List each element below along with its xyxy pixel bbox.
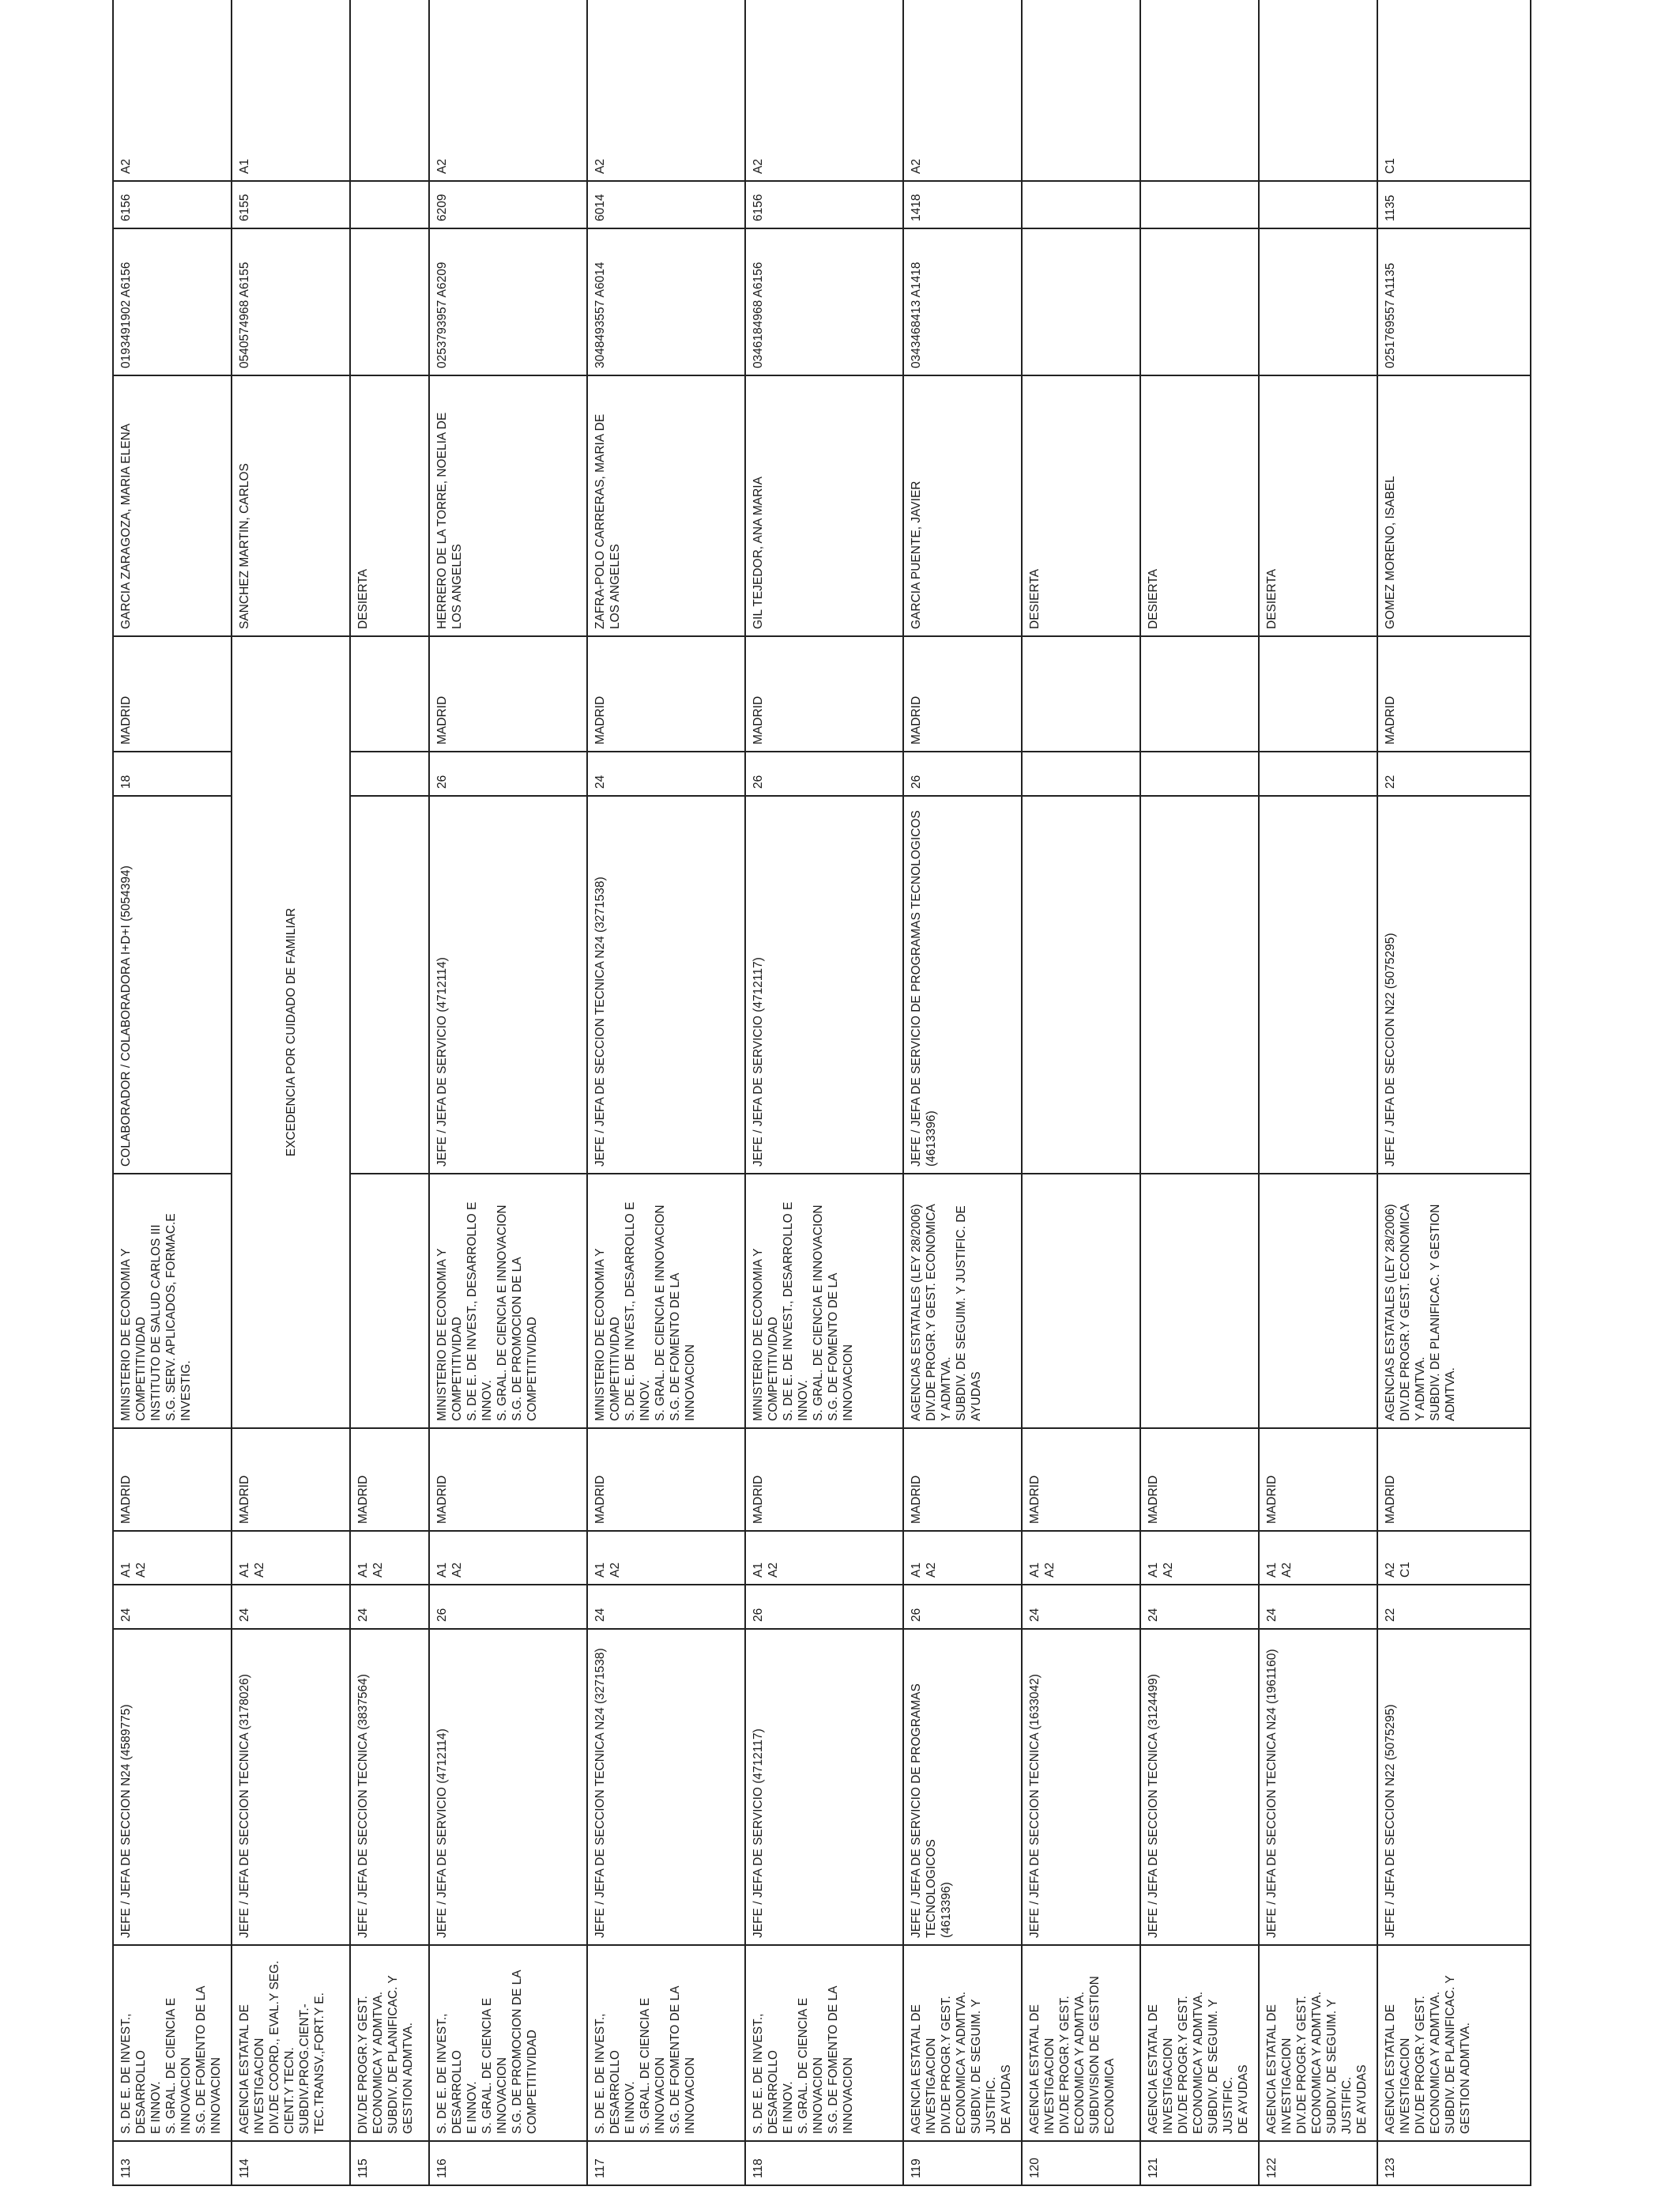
origin-group-cell: A2 C1 (1377, 1531, 1531, 1585)
origin-unit-cell: AGENCIA ESTATAL DE INVESTIGACION DIV.DE PROGR.Y GEST. ECONOMICA Y ADMTVA. SUBDIV. DE SEGUIM. Y JUSTIFIC. DE AYUDAS (903, 1945, 1022, 2141)
assigned-post-cell (1259, 796, 1377, 1174)
assigned-post-cell (1140, 796, 1259, 1174)
origin-location-cell: MADRID (745, 1428, 903, 1531)
origin-group-cell: A1 A2 (350, 1531, 429, 1585)
registry-number-cell: 0193491902 A6156 (113, 228, 232, 375)
table-row (113, 0, 232, 2185)
group-cell: A2 (903, 0, 1022, 181)
corps-code-cell (1140, 181, 1259, 228)
row-number-cell: 121 (1140, 2141, 1259, 2185)
registry-number-cell (350, 228, 429, 375)
origin-group-cell: A1 A2 (903, 1531, 1022, 1585)
origin-location-cell: MADRID (113, 1428, 232, 1531)
assigned-level-cell (1140, 752, 1259, 796)
registry-number-cell (1022, 228, 1140, 375)
assigned-location-cell: MADRID (903, 636, 1022, 752)
awardee-name-cell: GIL TEJEDOR, ANA MARIA (745, 375, 903, 636)
registry-number-cell (1140, 228, 1259, 375)
assigned-level-cell: 24 (587, 752, 745, 796)
origin-unit-cell: AGENCIA ESTATAL DE INVESTIGACION DIV.DE PROGR.Y GEST. ECONOMICA Y ADMTVA. SUBDIV. DE SEGUIM. Y JUSTIFIC. DE AYUDAS (1140, 1945, 1259, 2141)
group-cell: A2 (587, 0, 745, 181)
origin-post-cell: JEFE / JEFA DE SECCION TECNICA N24 (1961160) (1259, 1629, 1377, 1945)
assigned-level-cell (1259, 752, 1377, 796)
assigned-location-cell: MADRID (429, 636, 587, 752)
origin-level-cell: 26 (903, 1585, 1022, 1629)
origin-level-cell: 24 (587, 1585, 745, 1629)
origin-location-cell: MADRID (429, 1428, 587, 1531)
corps-code-cell: 1418 (903, 181, 1022, 228)
assigned-post-cell: JEFE / JEFA DE SERVICIO DE PROGRAMAS TECNOLOGICOS (4613396) (903, 796, 1022, 1174)
corps-code-cell (350, 181, 429, 228)
origin-unit-cell: S. DE E. DE INVEST., DESARROLLO E INNOV. S. GRAL. DE CIENCIA E INNOVACION S.G. DE FOMENTO DE LA INNOVACION (113, 1945, 232, 2141)
table-row (429, 0, 587, 2185)
table-row (1022, 0, 1140, 2185)
row-number-cell: 118 (745, 2141, 903, 2185)
awardee-name-cell: DESIERTA (1140, 375, 1259, 636)
status-note-cell: EXCEDENCIA POR CUIDADO DE FAMILIAR (232, 636, 350, 1428)
origin-level-cell: 26 (745, 1585, 903, 1629)
corps-code-cell: 6155 (232, 181, 350, 228)
corps-code-cell (1022, 181, 1140, 228)
origin-post-cell: JEFE / JEFA DE SECCION TECNICA (3124499) (1140, 1629, 1259, 1945)
origin-post-cell: JEFE / JEFA DE SERVICIO DE PROGRAMAS TECNOLOGICOS (4613396) (903, 1629, 1022, 1945)
assigned-location-cell (1259, 636, 1377, 752)
row-number-cell: 117 (587, 2141, 745, 2185)
origin-level-cell: 24 (1022, 1585, 1140, 1629)
origin-location-cell: MADRID (1022, 1428, 1140, 1531)
group-cell (350, 0, 429, 181)
assigned-level-cell: 26 (745, 752, 903, 796)
assigned-unit-cell: MINISTERIO DE ECONOMIA Y COMPETITIVIDAD S. DE E. DE INVEST., DESARROLLO E INNOV. S. GRAL. DE CIENCIA E INNOVACION S.G. DE FOMENTO DE LA INNOVACION (587, 1174, 745, 1428)
origin-unit-cell: AGENCIA ESTATAL DE INVESTIGACION DIV.DE COORD., EVAL.Y SEG. CIENT.Y TECN. SUBDIV.PROG.CIENT.- TEC.TRANSV.,FORT.Y E. (232, 1945, 350, 2141)
origin-level-cell: 24 (113, 1585, 232, 1629)
corps-code-cell: 6209 (429, 181, 587, 228)
origin-group-cell: A1 A2 (1022, 1531, 1140, 1585)
corps-code-cell: 1135 (1377, 181, 1531, 228)
origin-location-cell: MADRID (232, 1428, 350, 1531)
row-number-cell: 115 (350, 2141, 429, 2185)
assigned-level-cell: 26 (903, 752, 1022, 796)
origin-location-cell: MADRID (350, 1428, 429, 1531)
origin-level-cell: 26 (429, 1585, 587, 1629)
registry-number-cell: 0343468413 A1418 (903, 228, 1022, 375)
assigned-location-cell: MADRID (587, 636, 745, 752)
assigned-unit-cell: AGENCIAS ESTATALES (LEY 28/2006) DIV.DE PROGR.Y GEST. ECONOMICA Y ADMTVA. SUBDIV. DE SEGUIM. Y JUSTIFIC. DE AYUDAS (903, 1174, 1022, 1428)
group-cell: A1 (232, 0, 350, 181)
row-number-cell: 120 (1022, 2141, 1140, 2185)
assigned-unit-cell (350, 1174, 429, 1428)
table-row (350, 0, 429, 2185)
assigned-level-cell: 18 (113, 752, 232, 796)
origin-level-cell: 24 (232, 1585, 350, 1629)
origin-post-cell: JEFE / JEFA DE SECCION TECNICA (3837564) (350, 1629, 429, 1945)
assigned-unit-cell: MINISTERIO DE ECONOMIA Y COMPETITIVIDAD S. DE E. DE INVEST., DESARROLLO E INNOV. S. GRAL. DE CIENCIA E INNOVACION S.G. DE PROMOCION DE LA COMPETITIVIDAD (429, 1174, 587, 1428)
origin-location-cell: MADRID (903, 1428, 1022, 1531)
registry-number-cell: 3048493557 A6014 (587, 228, 745, 375)
origin-unit-cell: S. DE E. DE INVEST., DESARROLLO E INNOV. S. GRAL. DE CIENCIA E INNOVACION S.G. DE FOMENTO DE LA INNOVACION (587, 1945, 745, 2141)
assigned-level-cell: 22 (1377, 752, 1531, 796)
assigned-location-cell: MADRID (113, 636, 232, 752)
assigned-post-cell: JEFE / JEFA DE SERVICIO (4712117) (745, 796, 903, 1174)
awardee-name-cell: GOMEZ MORENO, ISABEL (1377, 375, 1531, 636)
origin-unit-cell: AGENCIA ESTATAL DE INVESTIGACION DIV.DE PROGR.Y GEST. ECONOMICA Y ADMTVA. SUBDIV. DE SEGUIM. Y JUSTIFIC. DE AYUDAS (1259, 1945, 1377, 2141)
origin-location-cell: MADRID (1259, 1428, 1377, 1531)
awardee-name-cell: DESIERTA (1259, 375, 1377, 636)
assigned-post-cell: JEFE / JEFA DE SERVICIO (4712114) (429, 796, 587, 1174)
table-row (903, 0, 1022, 2185)
assigned-unit-cell: AGENCIAS ESTATALES (LEY 28/2006) DIV.DE PROGR.Y GEST. ECONOMICA Y ADMTVA. SUBDIV. DE PLANIFICAC. Y GESTION ADMTVA. (1377, 1174, 1531, 1428)
origin-level-cell: 24 (350, 1585, 429, 1629)
origin-level-cell: 22 (1377, 1585, 1531, 1629)
awardee-name-cell: DESIERTA (1022, 375, 1140, 636)
table-row (1377, 0, 1531, 2185)
origin-post-cell: JEFE / JEFA DE SERVICIO (4712114) (429, 1629, 587, 1945)
origin-post-cell: JEFE / JEFA DE SECCION TECNICA (3178026) (232, 1629, 350, 1945)
table-row (745, 0, 903, 2185)
awardee-name-cell: GARCIA PUENTE, JAVIER (903, 375, 1022, 636)
origin-unit-cell: AGENCIA ESTATAL DE INVESTIGACION DIV.DE PROGR.Y GEST. ECONOMICA Y ADMTVA. SUBDIV. DE PLANIFICAC. Y GESTION ADMTVA. (1377, 1945, 1531, 2141)
assigned-level-cell (1022, 752, 1140, 796)
assigned-post-cell (1022, 796, 1140, 1174)
registry-number-cell: 0540574968 A6155 (232, 228, 350, 375)
assigned-unit-cell: MINISTERIO DE ECONOMIA Y COMPETITIVIDAD S. DE E. DE INVEST., DESARROLLO E INNOV. S. GRAL. DE CIENCIA E INNOVACION S.G. DE FOMENTO DE LA INNOVACION (745, 1174, 903, 1428)
row-number-cell: 113 (113, 2141, 232, 2185)
origin-group-cell: A1 A2 (113, 1531, 232, 1585)
corps-code-cell: 6156 (745, 181, 903, 228)
origin-level-cell: 24 (1259, 1585, 1377, 1629)
origin-group-cell: A1 A2 (1140, 1531, 1259, 1585)
origin-unit-cell: S. DE E. DE INVEST., DESARROLLO E INNOV. S. GRAL. DE CIENCIA E INNOVACION S.G. DE FOMENTO DE LA INNOVACION (745, 1945, 903, 2141)
assigned-level-cell (350, 752, 429, 796)
group-cell: C1 (1377, 0, 1531, 181)
assigned-unit-cell (1259, 1174, 1377, 1428)
assigned-location-cell (350, 636, 429, 752)
origin-location-cell: MADRID (1140, 1428, 1259, 1531)
origin-group-cell: A1 A2 (587, 1531, 745, 1585)
origin-group-cell: A1 A2 (232, 1531, 350, 1585)
origin-level-cell: 24 (1140, 1585, 1259, 1629)
table-row (232, 0, 350, 2185)
origin-unit-cell: AGENCIA ESTATAL DE INVESTIGACION DIV.DE PROGR.Y GEST. ECONOMICA Y ADMTVA. SUBDIVISION DE GESTION ECONOMICA (1022, 1945, 1140, 2141)
table-row (587, 0, 745, 2185)
row-number-cell: 119 (903, 2141, 1022, 2185)
assigned-level-cell: 26 (429, 752, 587, 796)
origin-unit-cell: DIV.DE PROGR.Y GEST. ECONOMICA Y ADMTVA. SUBDIV. DE PLANIFICAC. Y GESTION ADMTVA. (350, 1945, 429, 2141)
origin-location-cell: MADRID (1377, 1428, 1531, 1531)
assigned-location-cell: MADRID (745, 636, 903, 752)
awardee-name-cell: HERRERO DE LA TORRE, NOELIA DE LOS ANGELES (429, 375, 587, 636)
awardee-name-cell: GARCIA ZARAGOZA, MARIA ELENA (113, 375, 232, 636)
assigned-location-cell (1140, 636, 1259, 752)
row-number-cell: 123 (1377, 2141, 1531, 2185)
resolution-table (112, 0, 1531, 2186)
origin-group-cell: A1 A2 (745, 1531, 903, 1585)
row-number-cell: 114 (232, 2141, 350, 2185)
assigned-post-cell: JEFE / JEFA DE SECCION TECNICA N24 (3271538) (587, 796, 745, 1174)
origin-unit-cell: S. DE E. DE INVEST., DESARROLLO E INNOV. S. GRAL. DE CIENCIA E INNOVACION S.G. DE PROMOCION DE LA COMPETITIVIDAD (429, 1945, 587, 2141)
registry-number-cell: 0346184968 A6156 (745, 228, 903, 375)
corps-code-cell (1259, 181, 1377, 228)
assigned-post-cell: JEFE / JEFA DE SECCION N22 (5075295) (1377, 796, 1531, 1174)
awardee-name-cell: ZAFRA-POLO CARRERAS, MARIA DE LOS ANGELES (587, 375, 745, 636)
origin-group-cell: A1 A2 (429, 1531, 587, 1585)
awardee-name-cell: DESIERTA (350, 375, 429, 636)
assigned-unit-cell (1022, 1174, 1140, 1428)
registry-number-cell: 0253793957 A6209 (429, 228, 587, 375)
awardee-name-cell: SANCHEZ MARTIN, CARLOS (232, 375, 350, 636)
origin-post-cell: JEFE / JEFA DE SERVICIO (4712117) (745, 1629, 903, 1945)
group-cell: A2 (745, 0, 903, 181)
registry-number-cell (1259, 228, 1377, 375)
group-cell: A2 (429, 0, 587, 181)
group-cell (1259, 0, 1377, 181)
origin-post-cell: JEFE / JEFA DE SECCION N22 (5075295) (1377, 1629, 1531, 1945)
corps-code-cell: 6156 (113, 181, 232, 228)
assigned-unit-cell: MINISTERIO DE ECONOMIA Y COMPETITIVIDAD INSTITUTO DE SALUD CARLOS III S.G. SERV. APLICADOS, FORMAC.E INVESTIG. (113, 1174, 232, 1428)
corps-code-cell: 6014 (587, 181, 745, 228)
table-row (1140, 0, 1259, 2185)
row-number-cell: 116 (429, 2141, 587, 2185)
assigned-location-cell: MADRID (1377, 636, 1531, 752)
origin-post-cell: JEFE / JEFA DE SECCION TECNICA N24 (3271538) (587, 1629, 745, 1945)
origin-post-cell: JEFE / JEFA DE SECCION TECNICA (1633042) (1022, 1629, 1140, 1945)
group-cell (1022, 0, 1140, 181)
assigned-unit-cell (1140, 1174, 1259, 1428)
group-cell: A2 (113, 0, 232, 181)
assigned-post-cell (350, 796, 429, 1174)
row-number-cell: 122 (1259, 2141, 1377, 2185)
origin-location-cell: MADRID (587, 1428, 745, 1531)
registry-number-cell: 0251769557 A1135 (1377, 228, 1531, 375)
rotated-table-container (112, 0, 1530, 2186)
assigned-location-cell (1022, 636, 1140, 752)
table-row (1259, 0, 1377, 2185)
assigned-post-cell: COLABORADOR / COLABORADORA I+D+I (5054394) (113, 796, 232, 1174)
origin-group-cell: A1 A2 (1259, 1531, 1377, 1585)
origin-post-cell: JEFE / JEFA DE SECCION N24 (4589775) (113, 1629, 232, 1945)
group-cell (1140, 0, 1259, 181)
